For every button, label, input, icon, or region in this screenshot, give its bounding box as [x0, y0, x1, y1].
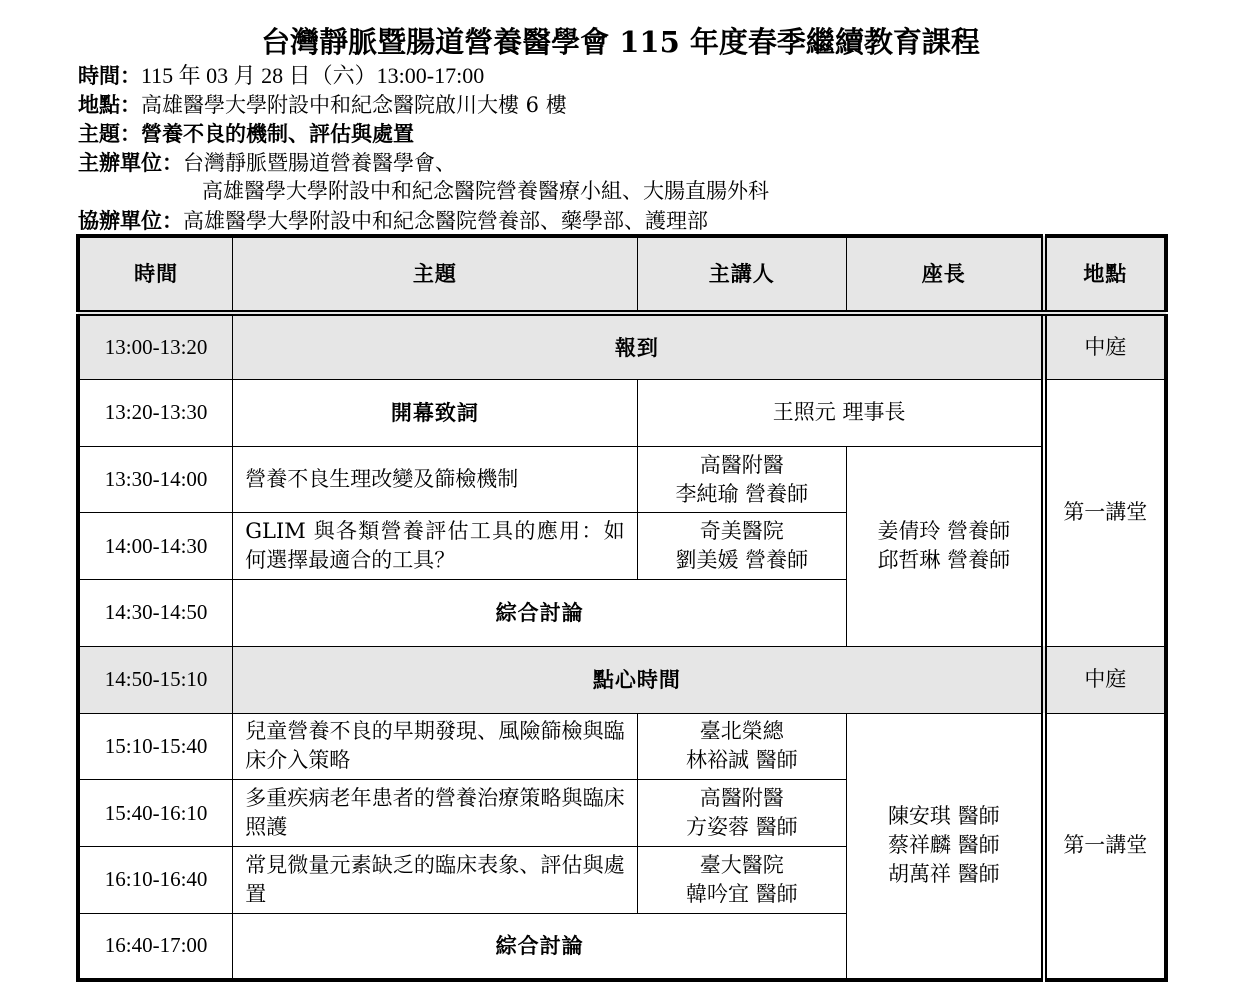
table-row: [78, 646, 1166, 713]
info-theme-value: 營養不良的機制、評估與處置: [141, 121, 414, 146]
table-row: [78, 713, 1166, 780]
chair-name: 胡萬祥 醫師: [887, 862, 1000, 887]
row-speaker: [637, 513, 846, 580]
header-topic: 主題: [233, 236, 637, 313]
info-place-value: 高雄醫學大學附設中和紀念醫院啟川大樓 6 樓: [141, 93, 567, 117]
row-time: 13:00-13:20: [78, 313, 233, 380]
row-topic: GLIM 與各類營養評估工具的應用：如何選擇最適合的工具？: [233, 513, 637, 580]
row-speaker: [637, 780, 846, 847]
speaker-org: 高醫附醫: [699, 786, 784, 811]
row-location: 中庭: [1044, 313, 1166, 380]
table-row: [78, 380, 1166, 447]
row-time: 13:30-14:00: [78, 446, 233, 513]
table-header-row: [78, 236, 1166, 313]
speaker-org: 臺大醫院: [699, 852, 784, 877]
info-host: [78, 148, 456, 178]
schedule-table: [76, 234, 1168, 982]
info-cohost-value: 高雄醫學大學附設中和紀念醫院營養部、藥學部、護理部: [183, 209, 708, 233]
speaker-name: 劉美媛 營養師: [675, 548, 809, 573]
header-speaker: 主講人: [637, 236, 846, 313]
row-time: 15:40-16:10: [78, 780, 233, 847]
info-cohost: [78, 206, 708, 236]
row-speaker: [637, 713, 846, 780]
row-location: 中庭: [1044, 646, 1166, 713]
row-topic: 開幕致詞: [233, 380, 637, 447]
row-time: 14:30-14:50: [78, 580, 233, 647]
speaker-org: 高醫附醫: [699, 452, 784, 477]
speaker-org: 奇美醫院: [699, 519, 784, 544]
info-theme: [78, 119, 414, 149]
location-lecture-hall-2: 第一講堂: [1044, 713, 1166, 980]
row-time: 13:20-13:30: [78, 380, 233, 447]
header-location: 地點: [1044, 236, 1166, 313]
row-time: 14:00-14:30: [78, 513, 233, 580]
row-topic: 兒童營養不良的早期發現、風險篩檢與臨床介入策略: [233, 713, 637, 780]
speaker-name: 韓吟宜 醫師: [685, 881, 798, 906]
info-place-label: 地點：: [78, 92, 141, 117]
info-host-value-2: 高雄醫學大學附設中和紀念醫院營養醫療小組、大腸直腸外科: [202, 179, 769, 203]
chair-group-1: [846, 446, 1043, 646]
info-time-value: 115 年 03 月 28 日（六）13:00-17:00: [141, 63, 485, 88]
row-topic: 綜合討論: [233, 580, 847, 647]
row-time: 16:10-16:40: [78, 846, 233, 913]
row-speaker: [637, 446, 846, 513]
chair-group-2: [846, 713, 1043, 980]
row-speaker: [637, 846, 846, 913]
row-topic: 營養不良生理改變及篩檢機制: [233, 446, 637, 513]
row-topic: 多重疾病老年患者的營養治療策略與臨床照護: [233, 780, 637, 847]
row-time: 14:50-15:10: [78, 646, 233, 713]
info-place: [78, 90, 567, 120]
row-topic: 報到: [233, 313, 1044, 380]
row-topic: 點心時間: [233, 646, 1044, 713]
table-row: [78, 313, 1166, 380]
row-speaker: 王照元 理事長: [637, 380, 1043, 447]
row-time: 16:40-17:00: [78, 913, 233, 980]
chair-name: 陳安琪 醫師: [887, 804, 1000, 829]
table-row: [78, 446, 1166, 513]
row-topic: 綜合討論: [233, 913, 847, 980]
info-host-label: 主辦單位：: [78, 150, 183, 175]
chair-name: 邱哲琳 營養師: [877, 548, 1011, 573]
info-cohost-label: 協辦單位：: [78, 208, 183, 233]
info-time: [78, 61, 484, 91]
page-title: 台灣靜脈暨腸道營養醫學會 115 年度春季繼續教育課程: [261, 25, 980, 59]
location-lecture-hall-1: 第一講堂: [1044, 380, 1166, 647]
info-theme-label: 主題：: [78, 121, 141, 146]
header-chair: 座長: [846, 236, 1043, 313]
chair-name: 姜倩玲 營養師: [877, 519, 1011, 544]
speaker-name: 方姿蓉 醫師: [685, 815, 798, 840]
speaker-org: 臺北榮總: [699, 719, 784, 744]
speaker-name: 林裕誠 醫師: [685, 748, 798, 773]
row-time: 15:10-15:40: [78, 713, 233, 780]
chair-name: 蔡祥麟 醫師: [887, 833, 1000, 858]
row-topic: 常見微量元素缺乏的臨床表象、評估與處置: [233, 846, 637, 913]
speaker-name: 李純瑜 營養師: [675, 481, 809, 506]
info-host-value-1: 台灣靜脈暨腸道營養醫學會、: [183, 151, 456, 175]
header-time: 時間: [78, 236, 233, 313]
info-time-label: 時間：: [78, 63, 141, 88]
